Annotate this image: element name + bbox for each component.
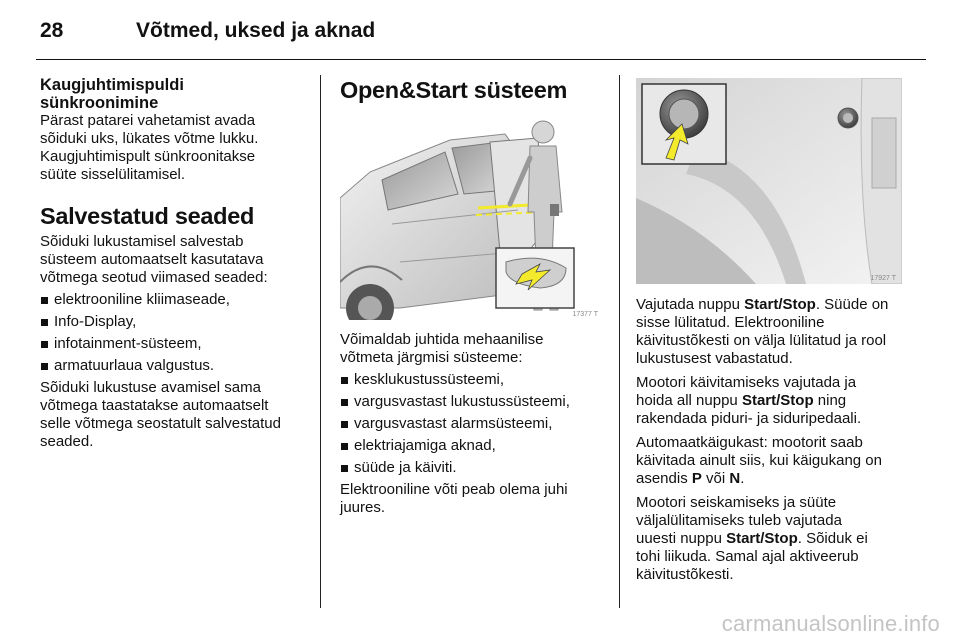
- sync-heading: Kaugjuhtimispuldi sünkroonimine: [40, 76, 184, 112]
- open-start-intro: Võimaldab juhtida mehaanilise võtmeta järgmisi süsteeme:: [340, 331, 544, 366]
- saved-settings-heading: Salvestatud seaded: [40, 203, 255, 229]
- bullet-square-icon: [41, 341, 48, 348]
- car-door-illustration: [340, 112, 602, 320]
- column-divider-right: [619, 75, 620, 608]
- list-item: kesklukustussüsteemi,: [340, 371, 602, 389]
- open-start-heading: Open&Start süsteem: [340, 77, 568, 103]
- list-item: elektrooniline kliimaseade,: [40, 291, 308, 309]
- column-middle: [340, 76, 595, 104]
- start-stop-button-illustration: [636, 78, 902, 284]
- bullet-square-icon: [41, 297, 48, 304]
- list-item: vargusvastast alarmsüsteemi,: [340, 415, 602, 433]
- automatic-gearbox-paragraph: Automaatkäigukast: mootorit saab käivitada ainult siis, kui käigukang on asendis P või N.: [636, 434, 882, 487]
- bullet-square-icon: [341, 377, 348, 384]
- column-left: [40, 76, 308, 451]
- watermark: carmanualsonline.info: [721, 611, 940, 636]
- saved-settings-list: [40, 291, 308, 375]
- figure-code: 17377 T: [572, 311, 598, 318]
- list-item: Info-Display,: [40, 313, 308, 331]
- column-right: [636, 296, 912, 584]
- figure-code: 17927 T: [870, 275, 896, 282]
- open-start-text: [340, 331, 602, 517]
- list-item: armatuurlaua valgustus.: [40, 357, 308, 375]
- list-item: süüde ja käiviti.: [340, 459, 602, 477]
- list-item: elektriajamiga aknad,: [340, 437, 602, 455]
- sync-paragraph: Pärast patarei vahetamist avada sõiduki uks, lükates võtme lukku. Kaugjuhtimispult sünkroonitakse süüte sisselülitamisel.: [40, 112, 259, 183]
- column-divider-left: [320, 75, 321, 608]
- chapter-title: Võtmed, uksed ja aknad: [136, 19, 376, 42]
- list-item: vargusvastast lukustussüsteemi,: [340, 393, 602, 411]
- engine-stop-paragraph: Mootori seiskamiseks ja süüte väljalülitamiseks tuleb vajutada uuesti nuppu Start/Stop. Sõiduk ei tohi liikuda. Samal ajal aktiveerub käivitustõkesti.: [636, 494, 868, 583]
- saved-intro-paragraph: Sõiduki lukustamisel salvestab süsteem automaatselt kasutatava võtmega seotud viimased seaded:: [40, 233, 268, 286]
- bullet-square-icon: [341, 399, 348, 406]
- engine-start-paragraph: Mootori käivitamiseks vajutada ja hoida all nuppu Start/Stop ning rakendada piduri- ja siduripedaali.: [636, 374, 862, 427]
- bullet-square-icon: [341, 443, 348, 450]
- bullet-square-icon: [341, 421, 348, 428]
- bullet-square-icon: [41, 363, 48, 370]
- open-start-list: [340, 371, 602, 477]
- list-item: infotainment-süsteem,: [40, 335, 308, 353]
- bullet-square-icon: [41, 319, 48, 326]
- start-paragraph: Vajutada nuppu Start/Stop. Süüde on sisse lülitatud. Elektrooniline käivitustõkesti on välja lülitatud ja rool lukustusest vabastatud.: [636, 296, 889, 367]
- saved-outro-paragraph: Sõiduki lukustuse avamisel sama võtmega taastatakse automaatselt selle võtmega seostatult salvestatud seaded.: [40, 379, 281, 450]
- bullet-square-icon: [341, 465, 348, 472]
- open-start-outro: Elektrooniline võti peab olema juhi juures.: [340, 481, 568, 516]
- header-rule: [36, 59, 926, 60]
- page-header: [36, 15, 926, 61]
- page-number: 28: [40, 19, 64, 42]
